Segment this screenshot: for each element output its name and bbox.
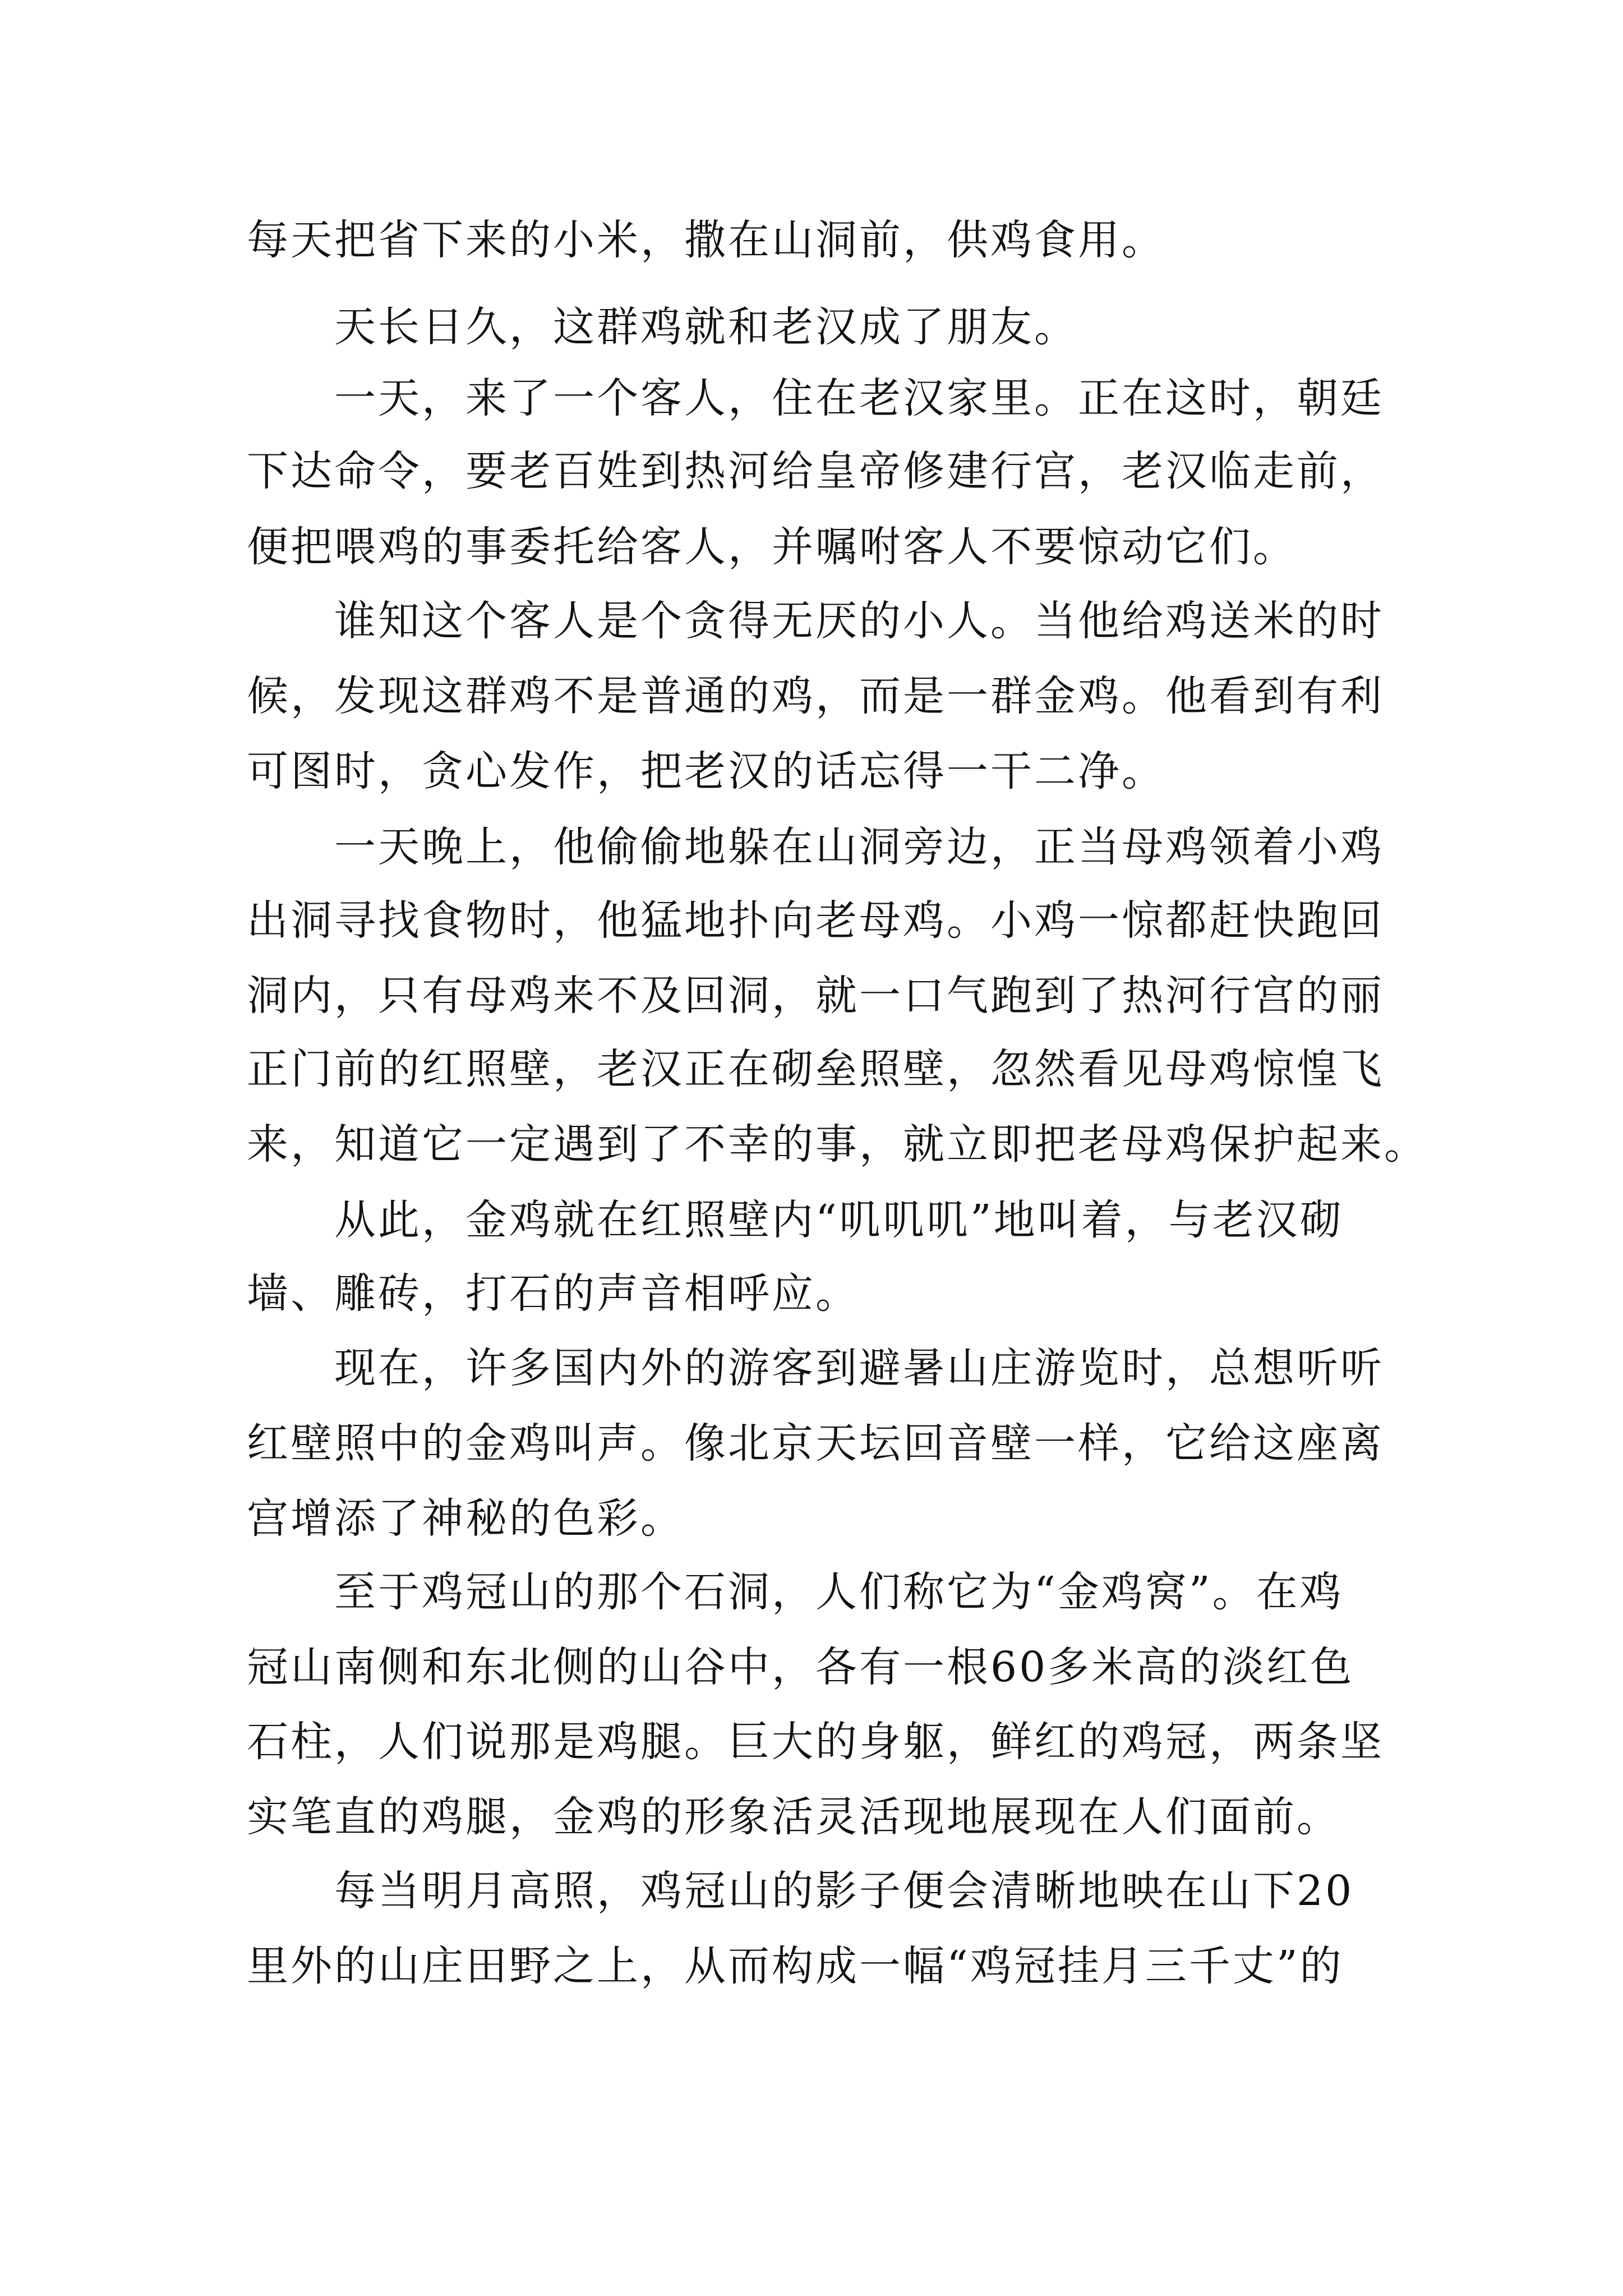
text-line: 可图时，贪心发作，把老汉的话忘得一干二净。: [247, 747, 1165, 795]
text-line: 来，知道它一定遇到了不幸的事，就立即把老母鸡保护起来。: [247, 1120, 1428, 1168]
text-line: 红壁照中的金鸡叫声。像北京天坛回音壁一样，它给这座离: [247, 1419, 1384, 1467]
text-line: 每当明月高照，鸡冠山的影子便会清晰地映在山下20: [247, 1867, 1354, 1915]
text-line: 出洞寻找食物时，他猛地扑向老母鸡。小鸡一惊都赶快跑回: [247, 896, 1384, 945]
text-line: 洞内，只有母鸡来不及回洞，就一口气跑到了热河行宫的丽: [247, 972, 1384, 1020]
text-line: 石柱，人们说那是鸡腿。巨大的身躯，鲜红的鸡冠，两条坚: [247, 1718, 1384, 1766]
text-line: 谁知这个客人是个贪得无厌的小人。当他给鸡送米的时: [247, 597, 1384, 645]
text-line: 里外的山庄田野之上，从而构成一幅“鸡冠挂月三千丈”的: [247, 1942, 1344, 1990]
text-line: 现在，许多国内外的游客到避暑山庄游览时，总想听听: [247, 1344, 1384, 1392]
text-line: 正门前的红照壁，老汉正在砌垒照壁，忽然看见母鸡惊惶飞: [247, 1045, 1384, 1093]
text-line: 天长日久，这群鸡就和老汉成了朋友。: [247, 303, 1078, 351]
text-line: 候，发现这群鸡不是普通的鸡，而是一群金鸡。他看到有利: [247, 672, 1384, 720]
text-line: 实笔直的鸡腿，金鸡的形象活灵活现地展现在人们面前。: [247, 1793, 1340, 1841]
text-line: 下达命令，要老百姓到热河给皇帝修建行宫，老汉临走前，: [247, 447, 1384, 495]
text-line: 宫增添了神秘的色彩。: [247, 1494, 684, 1543]
text-line: 至于鸡冠山的那个石洞，人们称它为“金鸡窝”。在鸡: [247, 1568, 1344, 1616]
text-line: 便把喂鸡的事委托给客人，并嘱咐客人不要惊动它们。: [247, 523, 1297, 571]
text-line: 墙、雕砖，打石的声音相呼应。: [247, 1269, 859, 1318]
text-line: 冠山南侧和东北侧的山谷中，各有一根60多米高的淡红色: [247, 1643, 1354, 1691]
text-line: 从此，金鸡就在红照壁内“叽叽叽”地叫着，与老汉砌: [247, 1196, 1344, 1244]
text-line: 一天晚上，他偷偷地躲在山洞旁边，正当母鸡领着小鸡: [247, 823, 1384, 871]
text-line: 每天把省下来的小米，撒在山洞前，供鸡食用。: [247, 216, 1165, 264]
text-line: 一天，来了一个客人，住在老汉家里。正在这时，朝廷: [247, 374, 1384, 422]
